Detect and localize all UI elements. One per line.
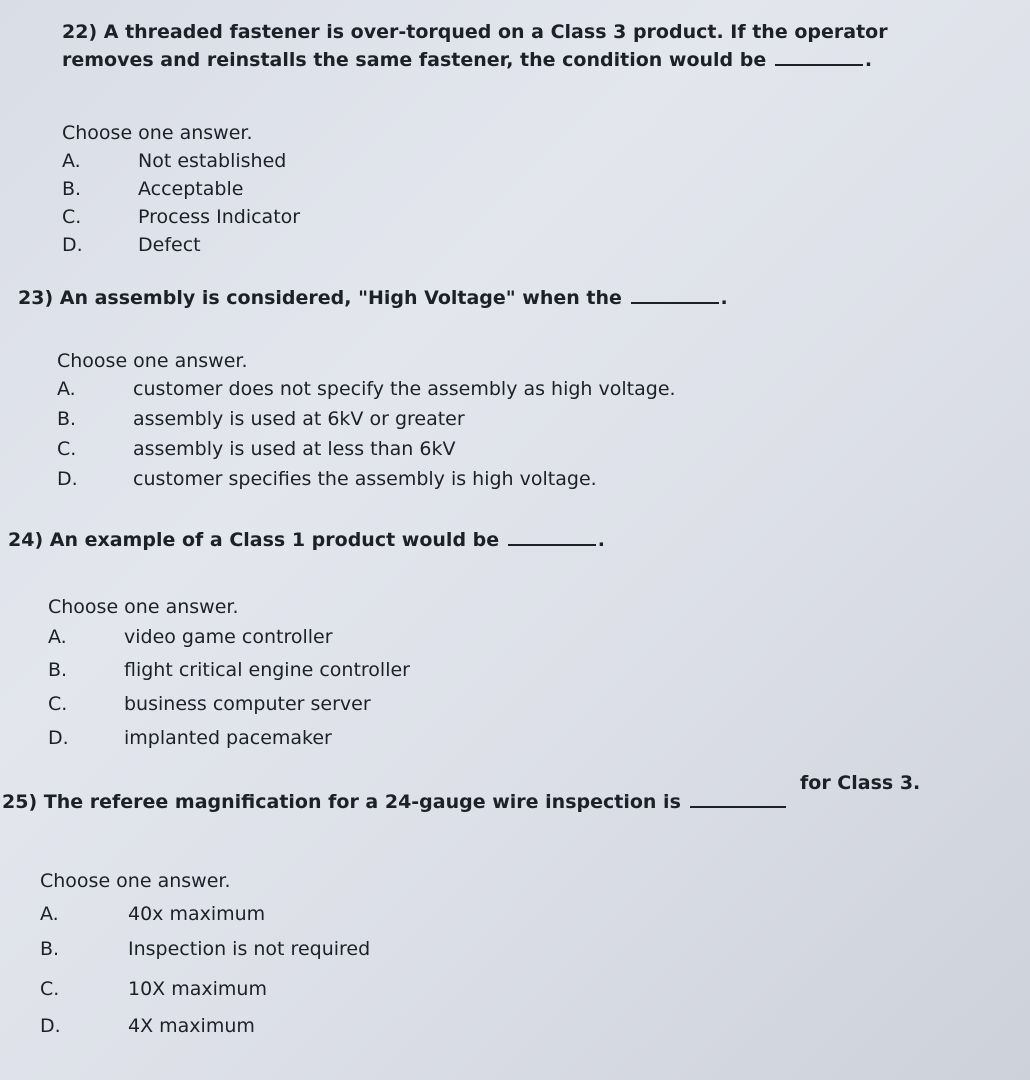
option-d[interactable] [40, 1015, 255, 1037]
option-letter: B. [40, 938, 60, 960]
answer-blank [690, 788, 786, 808]
option-text: customer does not specify the assembly as high voltage. [133, 378, 676, 400]
option-text: Process Indicator [138, 206, 301, 228]
option-letter: D. [40, 1015, 61, 1037]
option-letter: B. [48, 659, 68, 681]
question-23 [18, 284, 998, 312]
question-stem-end: for Class 3. [800, 772, 921, 794]
question-stem: An assembly is considered, "High Voltage" when the [59, 287, 622, 309]
question-stem-end: . [720, 287, 728, 309]
choose-prompt: Choose one answer. [40, 870, 231, 892]
question-number: 22) [62, 21, 98, 43]
question-text [8, 526, 988, 554]
question-text [62, 18, 892, 74]
option-letter: D. [57, 468, 78, 490]
question-text [18, 284, 998, 312]
question-stem-end: . [597, 529, 605, 551]
answer-blank [631, 284, 719, 304]
question-number: 23) [18, 287, 54, 309]
option-c[interactable] [48, 693, 371, 715]
option-b[interactable] [40, 938, 370, 960]
option-a[interactable] [48, 626, 333, 648]
option-letter: A. [48, 626, 67, 648]
choose-prompt: Choose one answer. [48, 596, 239, 618]
question-number: 24) [8, 529, 44, 551]
option-text: 10X maximum [128, 978, 267, 1000]
option-text: Inspection is not required [128, 938, 371, 960]
question-24 [8, 526, 988, 554]
option-text: customer specifies the assembly is high voltage. [133, 468, 597, 490]
option-a[interactable] [57, 378, 676, 400]
option-letter: D. [48, 727, 69, 749]
option-text: video game controller [124, 626, 333, 648]
question-stem-end: . [864, 49, 873, 71]
option-letter: C. [48, 693, 68, 715]
question-number: 25) [2, 791, 38, 813]
option-c[interactable] [40, 978, 267, 1000]
option-text: assembly is used at 6kV or greater [133, 408, 465, 430]
option-text: Defect [138, 234, 201, 256]
option-c[interactable] [57, 438, 455, 460]
option-letter: D. [62, 234, 83, 256]
option-letter: A. [57, 378, 76, 400]
option-letter: A. [62, 150, 81, 172]
option-c[interactable] [62, 206, 300, 228]
option-b[interactable] [62, 178, 243, 200]
option-text: Not established [138, 150, 287, 172]
option-text: 40x maximum [128, 903, 266, 925]
question-22 [62, 18, 892, 74]
question-stem: A threaded fastener is over-torqued on a Class 3 product. If the operator removes and reinstalls the same fastener, the condition would be [62, 21, 888, 71]
option-d[interactable] [48, 727, 332, 749]
option-a[interactable] [40, 903, 265, 925]
option-d[interactable] [57, 468, 597, 490]
option-text: 4X maximum [128, 1015, 255, 1037]
option-letter: C. [57, 438, 77, 460]
answer-blank [775, 46, 863, 66]
option-text: flight critical engine controller [124, 659, 410, 681]
choose-prompt: Choose one answer. [62, 122, 253, 144]
option-a[interactable] [62, 150, 286, 172]
option-text: business computer server [124, 693, 371, 715]
option-letter: B. [57, 408, 77, 430]
option-text: Acceptable [138, 178, 244, 200]
option-letter: A. [40, 903, 59, 925]
question-stem: An example of a Class 1 product would be [49, 529, 500, 551]
option-b[interactable] [57, 408, 465, 430]
question-stem: The referee magnification for a 24-gauge wire inspection is [43, 791, 681, 813]
answer-blank [508, 526, 596, 546]
choose-prompt: Choose one answer. [57, 350, 248, 372]
option-d[interactable] [62, 234, 201, 256]
option-letter: C. [40, 978, 60, 1000]
option-b[interactable] [48, 659, 410, 681]
option-text: assembly is used at less than 6kV [133, 438, 456, 460]
option-text: implanted pacemaker [124, 727, 332, 749]
option-letter: C. [62, 206, 82, 228]
option-letter: B. [62, 178, 82, 200]
